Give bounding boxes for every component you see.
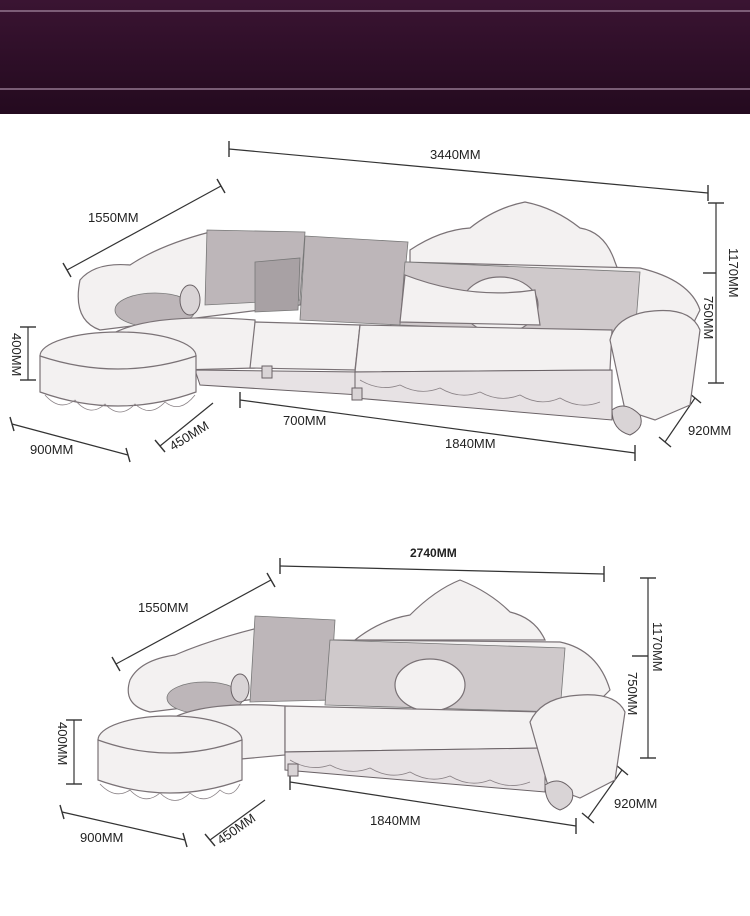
sofa-diagram-small <box>0 530 750 916</box>
label-chaise-depth: 450MM <box>166 417 212 454</box>
label-ottoman-height: 400MM <box>55 722 70 766</box>
label-height-total: 1170MM <box>650 622 665 672</box>
label-height-total: 1170MM <box>726 248 741 298</box>
sofa-diagram-large <box>0 114 750 494</box>
label-total-length: 2740MM <box>410 546 457 560</box>
label-total-length: 3440MM <box>430 147 481 162</box>
label-ottoman-width: 900MM <box>80 830 124 845</box>
banner-bottom-rule <box>0 88 750 90</box>
banner-top-rule <box>0 10 750 12</box>
sofa-illustration-large <box>40 202 700 435</box>
label-ottoman-width: 900MM <box>30 442 74 457</box>
label-depth: 920MM <box>614 796 658 811</box>
label-height-seat-back: 750MM <box>701 296 716 340</box>
label-left-length: 1550MM <box>138 600 189 615</box>
label-chaise-depth: 450MM <box>214 810 259 848</box>
header-banner <box>0 0 750 114</box>
label-main-length: 1840MM <box>370 813 421 828</box>
label-depth: 920MM <box>688 423 732 438</box>
carved-crest <box>355 580 545 640</box>
sofa-diagram-large-svg <box>0 114 750 494</box>
label-left-length: 1550MM <box>88 210 139 225</box>
label-main-length: 1840MM <box>445 436 496 451</box>
sofa-diagram-small-svg <box>0 530 750 916</box>
label-ottoman-height: 400MM <box>9 333 24 377</box>
label-middle-width: 700MM <box>283 413 327 428</box>
label-height-seat-back: 750MM <box>625 672 640 716</box>
